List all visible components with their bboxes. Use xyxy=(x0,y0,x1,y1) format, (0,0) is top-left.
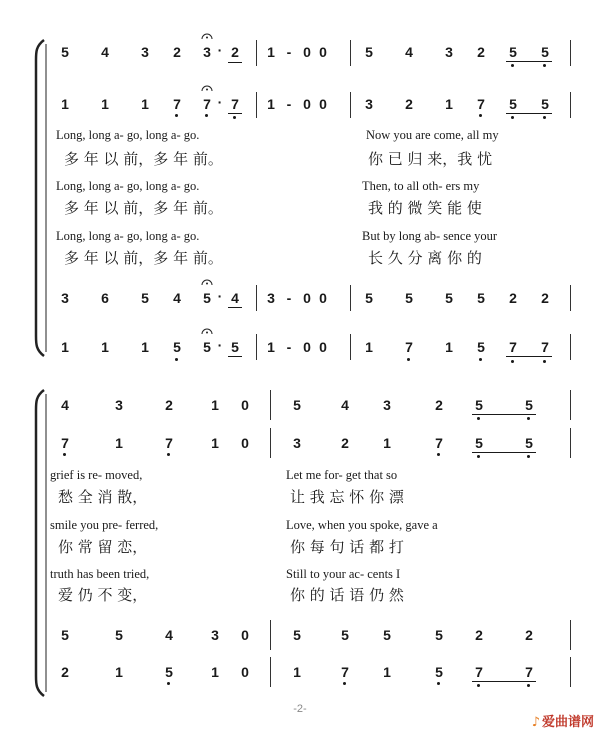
lyric-en-verse1-right: Now you are come, all my xyxy=(366,128,499,142)
note: 7 xyxy=(203,96,211,112)
note: 4 xyxy=(61,397,69,413)
note: 1 xyxy=(115,435,123,451)
note: 2 xyxy=(525,627,533,643)
dot-below xyxy=(167,682,170,685)
dot-below xyxy=(527,455,530,458)
lyric-zh-verse1-left: 愁 全 消 散， xyxy=(58,488,148,506)
dot-below xyxy=(477,417,480,420)
note: 3 xyxy=(365,96,373,112)
lyric-zh-verse3-left: 爱 仍 不 变， xyxy=(58,586,148,604)
site-logo-text: 爱曲谱网 xyxy=(541,715,594,730)
note: 4 xyxy=(165,627,173,643)
lyric-en-verse3-right: Still to your ac- cents I xyxy=(286,567,401,581)
dot-below xyxy=(527,684,530,687)
note: 4 xyxy=(101,44,109,60)
lyric-en-verse2-right: Then, to all oth- ers my xyxy=(362,179,480,193)
note: 1 xyxy=(141,339,149,355)
dot-below xyxy=(543,360,546,363)
barline xyxy=(570,620,571,650)
note: 1 xyxy=(61,96,69,112)
lyric-en-verse3-left: Long, long a- go, long a- go. xyxy=(56,229,200,243)
note: 5 xyxy=(435,627,443,643)
note: 7 xyxy=(477,96,485,112)
note: 5 xyxy=(509,44,517,60)
barline xyxy=(256,285,257,311)
page-number: -2- xyxy=(293,703,307,715)
note: 1 xyxy=(211,664,219,680)
underline xyxy=(506,113,552,114)
fermata-icon xyxy=(201,32,213,39)
note: · xyxy=(217,42,223,58)
note: 5 xyxy=(365,290,373,306)
lyric-zh-verse1-left: 多 年 以 前，多 年 前。 xyxy=(64,150,223,168)
lyric-en-verse2-left: smile you pre- ferred, xyxy=(50,518,159,532)
note: 6 xyxy=(101,290,109,306)
note: 5 xyxy=(203,339,211,355)
note: 7 xyxy=(165,435,173,451)
lyric-zh-verse2-right: 我 的 微 笑 能 使 xyxy=(368,199,482,217)
dot-below xyxy=(407,358,410,361)
note: 5 xyxy=(405,290,413,306)
note: 5 xyxy=(525,435,533,451)
underline xyxy=(228,62,242,63)
note: 5 xyxy=(445,290,453,306)
barline xyxy=(570,428,571,458)
barline xyxy=(270,657,271,687)
dot-below xyxy=(543,64,546,67)
lyric-zh-verse1-right: 让 我 忘 怀 你 漂 xyxy=(290,488,404,506)
note: 3 xyxy=(267,290,275,306)
note: 3 xyxy=(211,627,219,643)
note: 4 xyxy=(405,44,413,60)
note: 5 xyxy=(509,96,517,112)
barline xyxy=(570,40,571,66)
note: - xyxy=(286,96,292,112)
note: 1 xyxy=(61,339,69,355)
barline xyxy=(256,334,257,360)
dot-below xyxy=(63,453,66,456)
note: 0 xyxy=(319,44,327,60)
note: 4 xyxy=(173,290,181,306)
underline xyxy=(506,61,552,62)
lyric-zh-verse2-left: 多 年 以 前，多 年 前。 xyxy=(64,199,223,217)
note: 5 xyxy=(525,397,533,413)
note: 3 xyxy=(203,44,211,60)
underline xyxy=(228,356,242,357)
barline xyxy=(570,334,571,360)
note: 7 xyxy=(231,96,239,112)
note: 1 xyxy=(267,339,275,355)
lyric-zh-verse3-right: 你 的 话 语 仍 然 xyxy=(290,586,404,604)
note: 5 xyxy=(61,44,69,60)
note: 5 xyxy=(475,435,483,451)
note: 0 xyxy=(241,435,249,451)
note: 7 xyxy=(341,664,349,680)
note: 5 xyxy=(165,664,173,680)
fermata-icon xyxy=(201,84,213,91)
barline xyxy=(570,285,571,311)
note: 2 xyxy=(61,664,69,680)
note: 0 xyxy=(303,44,311,60)
lyric-en-verse1-right: Let me for- get that so xyxy=(286,468,398,482)
note: 3 xyxy=(141,44,149,60)
note: 0 xyxy=(319,290,327,306)
dot-below xyxy=(205,114,208,117)
dot-below xyxy=(511,360,514,363)
note: 1 xyxy=(115,664,123,680)
fermata-icon xyxy=(201,327,213,334)
dot-below xyxy=(527,417,530,420)
lyric-en-verse3-left: truth has been tried, xyxy=(50,567,150,581)
note: 5 xyxy=(383,627,391,643)
note: 1 xyxy=(211,397,219,413)
note: 0 xyxy=(319,96,327,112)
dot-below xyxy=(167,453,170,456)
note: 2 xyxy=(541,290,549,306)
note: 7 xyxy=(405,339,413,355)
note: 2 xyxy=(231,44,239,60)
dot-below xyxy=(479,114,482,117)
dot-below xyxy=(543,116,546,119)
note: 2 xyxy=(509,290,517,306)
note: 1 xyxy=(365,339,373,355)
barline xyxy=(350,334,351,360)
note: 5 xyxy=(203,290,211,306)
note: 1 xyxy=(101,96,109,112)
note: 0 xyxy=(241,627,249,643)
note: 3 xyxy=(445,44,453,60)
lyric-en-verse2-right: Love, when you spoke, gave a xyxy=(286,518,438,532)
underline xyxy=(228,307,242,308)
lyric-zh-verse2-left: 你 常 留 恋， xyxy=(58,538,148,556)
note: - xyxy=(286,339,292,355)
system2-bracket xyxy=(30,388,50,708)
dot-below xyxy=(437,453,440,456)
barline xyxy=(570,657,571,687)
underline xyxy=(472,414,536,415)
note: 5 xyxy=(173,339,181,355)
underline xyxy=(472,452,536,453)
note: · xyxy=(217,337,223,353)
barline xyxy=(350,92,351,118)
note: 1 xyxy=(445,339,453,355)
note: 5 xyxy=(541,96,549,112)
dot-below xyxy=(175,358,178,361)
barline xyxy=(350,40,351,66)
note: 2 xyxy=(165,397,173,413)
note: 0 xyxy=(303,96,311,112)
barline xyxy=(270,428,271,458)
note: 5 xyxy=(541,44,549,60)
lyric-zh-verse3-left: 多 年 以 前，多 年 前。 xyxy=(64,249,223,267)
music-note-icon: ♪ xyxy=(531,715,540,730)
lyric-zh-verse3-right: 长 久 分 离 你 的 xyxy=(368,249,482,267)
note: 0 xyxy=(241,664,249,680)
note: - xyxy=(286,290,292,306)
note: 7 xyxy=(475,664,483,680)
note: 0 xyxy=(303,290,311,306)
site-logo xyxy=(532,711,594,730)
dot-below xyxy=(477,684,480,687)
note: - xyxy=(286,44,292,60)
note: 5 xyxy=(475,397,483,413)
dot-below xyxy=(479,358,482,361)
note: 7 xyxy=(541,339,549,355)
lyric-en-verse2-left: Long, long a- go, long a- go. xyxy=(56,179,200,193)
system1-bracket xyxy=(30,38,50,358)
lyric-en-verse1-left: Long, long a- go, long a- go. xyxy=(56,128,200,142)
barline xyxy=(270,390,271,420)
barline xyxy=(270,620,271,650)
dot-below xyxy=(511,64,514,67)
barline xyxy=(570,92,571,118)
dot-below xyxy=(511,116,514,119)
note: 5 xyxy=(141,290,149,306)
note: 1 xyxy=(383,664,391,680)
note: 7 xyxy=(509,339,517,355)
note: 4 xyxy=(231,290,239,306)
note: 1 xyxy=(293,664,301,680)
note: 2 xyxy=(477,44,485,60)
note: 2 xyxy=(405,96,413,112)
note: 1 xyxy=(267,44,275,60)
note: 3 xyxy=(293,435,301,451)
note: 5 xyxy=(61,627,69,643)
note: 5 xyxy=(341,627,349,643)
note: 1 xyxy=(101,339,109,355)
barline xyxy=(350,285,351,311)
barline xyxy=(256,92,257,118)
barline xyxy=(570,390,571,420)
fermata-icon xyxy=(201,278,213,285)
note: 7 xyxy=(61,435,69,451)
dot-below xyxy=(437,682,440,685)
barline xyxy=(256,40,257,66)
note: 0 xyxy=(241,397,249,413)
note: 7 xyxy=(435,435,443,451)
note: 2 xyxy=(173,44,181,60)
note: 4 xyxy=(341,397,349,413)
note: 1 xyxy=(211,435,219,451)
lyric-en-verse1-left: grief is re- moved, xyxy=(50,468,143,482)
note: 5 xyxy=(293,627,301,643)
note: 5 xyxy=(477,290,485,306)
note: 7 xyxy=(525,664,533,680)
note: 5 xyxy=(115,627,123,643)
lyric-en-verse3-right: But by long ab- sence your xyxy=(362,229,498,243)
note: 2 xyxy=(475,627,483,643)
note: 7 xyxy=(173,96,181,112)
dot-below xyxy=(477,455,480,458)
note: · xyxy=(217,94,223,110)
note: 1 xyxy=(383,435,391,451)
note: 3 xyxy=(61,290,69,306)
note: 0 xyxy=(303,339,311,355)
note: 1 xyxy=(445,96,453,112)
note: 5 xyxy=(477,339,485,355)
note: 5 xyxy=(293,397,301,413)
note: 5 xyxy=(231,339,239,355)
underline xyxy=(472,681,536,682)
underline xyxy=(506,356,552,357)
note: 1 xyxy=(267,96,275,112)
dot-below xyxy=(175,114,178,117)
underline xyxy=(228,113,242,114)
note: 5 xyxy=(365,44,373,60)
note: 0 xyxy=(319,339,327,355)
dot-below xyxy=(343,682,346,685)
note: 2 xyxy=(341,435,349,451)
lyric-zh-verse2-right: 你 每 句 话 都 打 xyxy=(290,538,404,556)
note: 3 xyxy=(115,397,123,413)
note: 5 xyxy=(435,664,443,680)
note: 1 xyxy=(141,96,149,112)
note: 3 xyxy=(383,397,391,413)
lyric-zh-verse1-right: 你 已 归 来，我 忧 xyxy=(368,150,493,168)
note: 2 xyxy=(435,397,443,413)
dot-below xyxy=(233,116,236,119)
note: · xyxy=(217,288,223,304)
